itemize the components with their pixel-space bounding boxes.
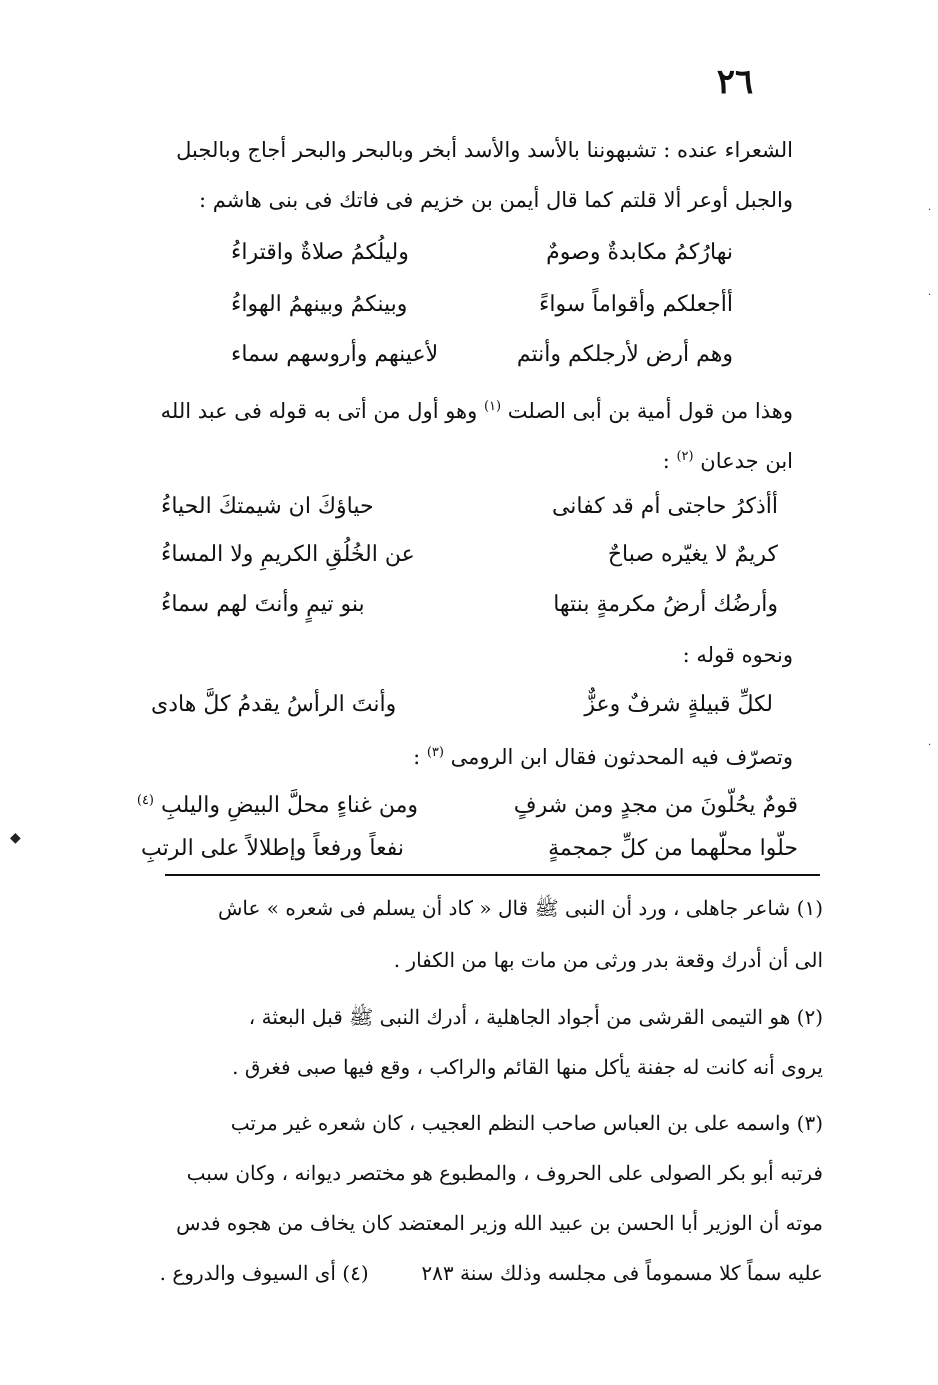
verse-line	[231, 290, 733, 320]
footnote-ref: (٣)	[426, 745, 444, 760]
margin-mark: ·	[928, 740, 932, 751]
verse-hemistich-second: حياؤكَ ان شيمتكَ الحياءُ	[161, 494, 374, 519]
paragraph-text: وهذا من قول أمية بن أبى الصلت	[507, 399, 793, 423]
verse-line	[161, 540, 778, 570]
verse-hemistich-second: وليلُكمُ صلاةٌ واقتراءُ	[231, 240, 409, 265]
footnote-line: (٢) هو التيمى القرشى من أجواد الجاهلية ، أدرك النبى ﷺ قبل البعثة ،	[248, 1005, 823, 1029]
footnote-ref: (٢)	[676, 449, 694, 464]
paragraph-text: :	[413, 745, 421, 769]
footnote-text: عليه سماً كلا مسموماً فى مجلسه وذلك سنة ٢٨٣	[421, 1261, 823, 1285]
verse-line	[161, 590, 778, 620]
verse-hemistich-first: وهم أرض لأرجلكم وأنتم	[516, 342, 733, 367]
verse-line	[151, 690, 773, 720]
verse-hemistich-first: أأجعلكم وأقواماً سواءً	[539, 292, 733, 317]
verse-hemistich-first: قومٌ يحُلّونَ من مجدٍ ومن شرفٍ	[513, 793, 798, 819]
paragraph-text: :	[662, 449, 670, 473]
paragraph-text: وتصرّف فيه المحدثون فقال ابن الرومى	[450, 745, 793, 769]
verse-hemistich-second: لأعينهم وأروسهم سماء	[231, 342, 439, 367]
paragraph-text: وهو أول من أتى به قوله فى عبد الله	[160, 399, 478, 423]
footnote-line: (٣) واسمه على بن العباس صاحب النظم العجيب ، كان شعره غير مرتب	[230, 1111, 823, 1135]
verse-hemistich-second: وبينكمُ وبينهمُ الهواءُ	[231, 292, 408, 317]
paragraph-text: ابن جدعان	[700, 449, 793, 473]
margin-mark: ◆	[10, 830, 21, 846]
footnote-line: يروى أنه كانت له جفنة يأكل منها القائم والراكب ، وقع فيها صبى فغرق .	[232, 1055, 823, 1079]
footnote-ref: (٤)	[136, 793, 154, 808]
verse-line	[137, 786, 798, 821]
verse-hemistich-second: نفعاً ورفعاً وإطلالاً على الرتبِ	[141, 836, 404, 861]
footnote-line: موته أن الوزير أبا الحسن بن عبيد الله وزير المعتضد كان يخاف من هجوه فدس	[176, 1211, 823, 1235]
footnote-line: (١) شاعر جاهلى ، ورد أن النبى ﷺ قال « كاد أن يسلم فى شعره » عاش	[217, 896, 823, 920]
margin-mark: ·	[928, 205, 932, 216]
footnote-separator	[165, 874, 820, 876]
footnote-line: فرتبه أبو بكر الصولى على الحروف ، والمطبوع هو مختصر ديوانه ، وكان سبب	[186, 1161, 823, 1185]
verse-hemistich-second: وأنتَ الرأسُ يقدمُ كلَّ هادى	[151, 692, 397, 717]
paragraph-line	[143, 392, 793, 426]
verse-hemistich-first: كريمٌ لا يغيّره صباحٌ	[607, 542, 778, 567]
footnote-ref: (١)	[483, 399, 502, 414]
footnote-line	[123, 1258, 823, 1288]
margin-mark: ·	[928, 290, 932, 301]
footnote-text: (٤) أى السيوف والدروع .	[159, 1261, 369, 1285]
page-number: ٢٦	[716, 62, 754, 102]
footnote-line: الى أن أدرك وقعة بدر ورثى من مات بها من الكفار .	[393, 948, 823, 972]
intro-line-1: الشعراء عنده : تشبهوننا بالأسد والأسد أبخر وبالبحر والبحر أجاج وبالجبل	[176, 138, 793, 162]
verse-line	[231, 340, 733, 370]
verse-hemistich-second: عن الخُلُقِ الكريمِ ولا المساءُ	[161, 542, 415, 567]
paragraph-line	[143, 442, 793, 476]
verse-line	[231, 238, 733, 268]
paragraph-line	[143, 738, 793, 772]
paragraph-line: ونحوه قوله :	[682, 643, 793, 667]
verse-hemistich-first: لكلِّ قبيلةٍ شرفٌ وعزٌّ	[584, 692, 773, 717]
verse-hemistich-first: وأرضُك أرضُ مكرمةٍ بنتها	[553, 592, 778, 617]
verse-hemistich-first: أأذكرُ حاجتى أم قد كفانى	[551, 494, 778, 519]
verse-line	[141, 834, 798, 864]
verse-hemistich-first: نهارُكمُ مكابدةٌ وصومٌ	[546, 240, 733, 265]
verse-hemistich-second: ومن غناءٍ محلَّ البيضِ واليلبِ	[161, 793, 418, 819]
verse-hemistich-second: بنو تيمٍ وأنتَ لهم سماءُ	[161, 592, 365, 617]
verse-hemistich-first: حلّوا محلّهما من كلِّ جمجمةٍ	[548, 836, 798, 861]
verse-line	[161, 492, 778, 522]
intro-line-2: والجبل أوعر ألا قلتم كما قال أيمن بن خزيم فى فاتك فى بنى هاشم :	[199, 188, 793, 212]
